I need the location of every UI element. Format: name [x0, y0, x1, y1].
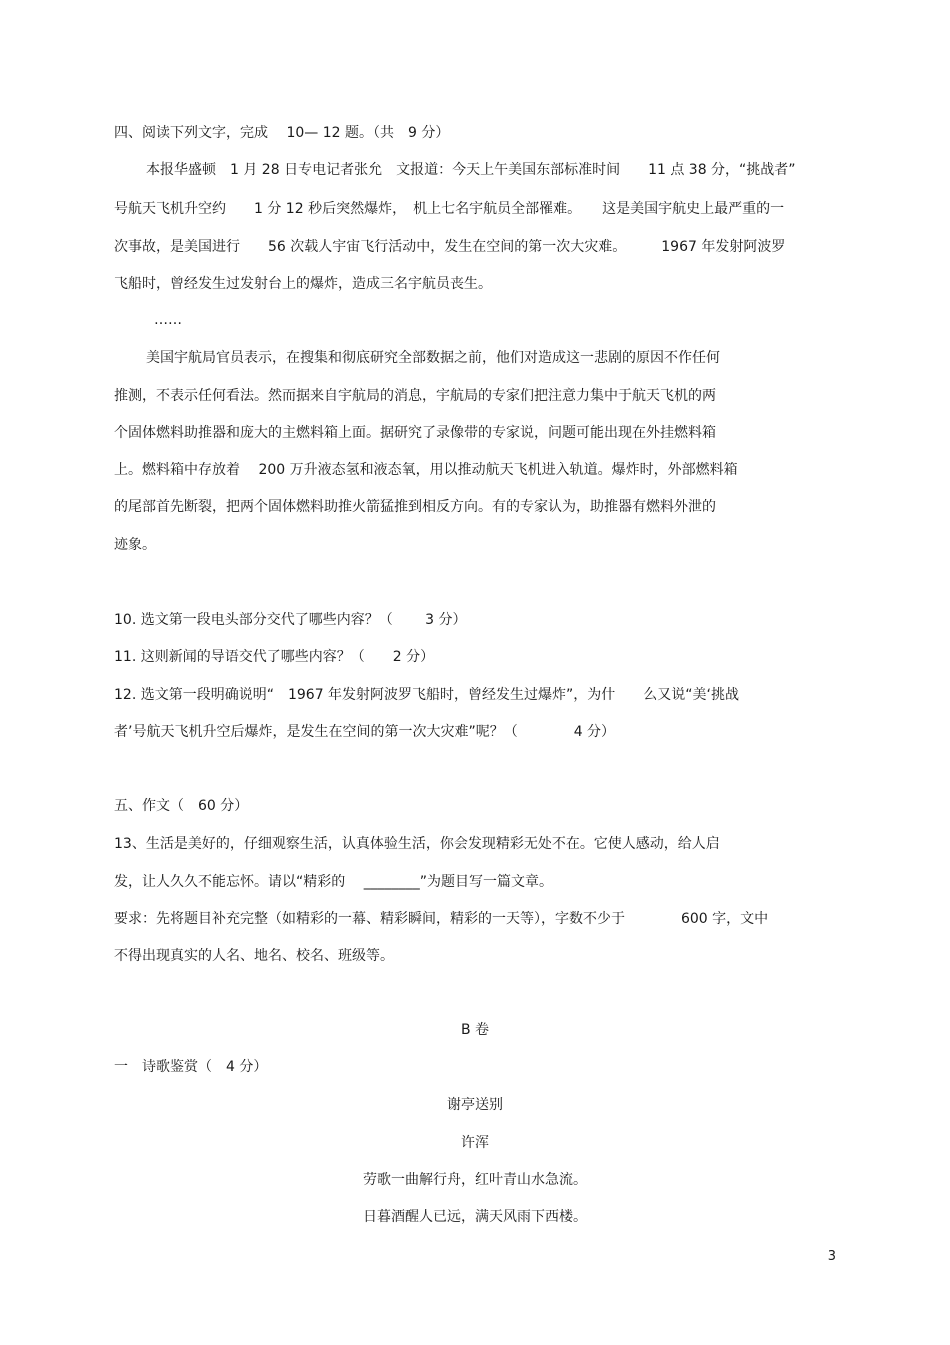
poetry-heading: 一 诗歌鉴赏（ 4 分）	[114, 1059, 268, 1075]
paragraph-line: 上。燃料箱中存放着 200 万升液态氢和液态氧，用以推动航天飞机进入轨道。爆炸时，外部燃料箱	[114, 462, 738, 478]
paragraph-line: 次事故，是美国进行 56 次载人宇宙飞行活动中，发生在空间的第一次大灾难。 1967 年发射阿波罗	[114, 239, 786, 255]
poem-author: 许浑	[461, 1135, 489, 1151]
paragraph-line: 美国宇航局官员表示，在搜集和彻底研究全部数据之前，他们对造成这一悲剧的原因不作任何	[146, 350, 720, 366]
poem-line: 劳歌一曲解行舟，红叶青山水急流。	[363, 1172, 587, 1188]
paragraph-line: 本报华盛顿 1 月 28 日专电记者张允 文报道：今天上午美国东部标准时间 11 点 38 分，“挑战者”	[146, 162, 796, 178]
question-12-continued: 者’号航天飞机升空后爆炸，是发生在空间的第一次大灾难”呢？（ 4 分）	[114, 724, 616, 740]
question-12: 12. 选文第一段明确说明“ 1967 年发射阿波罗飞船时，曾经发生过爆炸”，为什 么又说“美‘挑战	[114, 687, 740, 703]
paragraph-line: 迹象。	[114, 537, 156, 553]
paragraph-line: 飞船时，曾经发生过发射台上的爆炸，造成三名宇航员丧生。	[114, 276, 492, 292]
section-5-heading: 五、作文（ 60 分）	[114, 798, 249, 814]
essay-requirement-line: 不得出现真实的人名、地名、校名、班级等。	[114, 948, 394, 964]
poem-title: 谢亭送别	[447, 1097, 503, 1113]
ellipsis: ……	[154, 312, 182, 328]
question-10: 10. 选文第一段电头部分交代了哪些内容？（ 3 分）	[114, 612, 467, 628]
part-b-title: B 卷	[460, 1022, 490, 1038]
paragraph-line: 的尾部首先断裂，把两个固体燃料助推火箭猛推到相反方向。有的专家认为，助推器有燃料外泄的	[114, 499, 716, 515]
paragraph-line: 号航天飞机升空约 1 分 12 秒后突然爆炸， 机上七名宇航员全部罹难。 这是美国宇航史上最严重的一	[114, 201, 785, 217]
section-4-heading: 四、阅读下列文字，完成 10— 12 题。（共 9 分）	[114, 125, 450, 141]
question-11: 11. 这则新闻的导语交代了哪些内容？（ 2 分）	[114, 649, 435, 665]
paragraph-line: 个固体燃料助推器和庞大的主燃料箱上面。据研究了录像带的专家说，问题可能出现在外挂燃料箱	[114, 425, 716, 441]
poem-line: 日暮酒醒人已远，满天风雨下西楼。	[363, 1209, 587, 1225]
paragraph-line: 推测，不表示任何看法。然而据来自宇航局的消息，宇航局的专家们把注意力集中于航天飞机的两	[114, 388, 716, 404]
page-number: 3	[827, 1249, 836, 1264]
essay-prompt-line: 13、生活是美好的，仔细观察生活，认真体验生活，你会发现精彩无处不在。它使人感动，给人启	[114, 836, 720, 852]
essay-requirement-line: 要求：先将题目补充完整（如精彩的一幕、精彩瞬间，精彩的一天等），字数不少于 600 字，文中	[114, 911, 769, 927]
essay-prompt-line: 发，让人久久不能忘怀。请以“精彩的 ________”为题目写一篇文章。	[114, 874, 553, 890]
